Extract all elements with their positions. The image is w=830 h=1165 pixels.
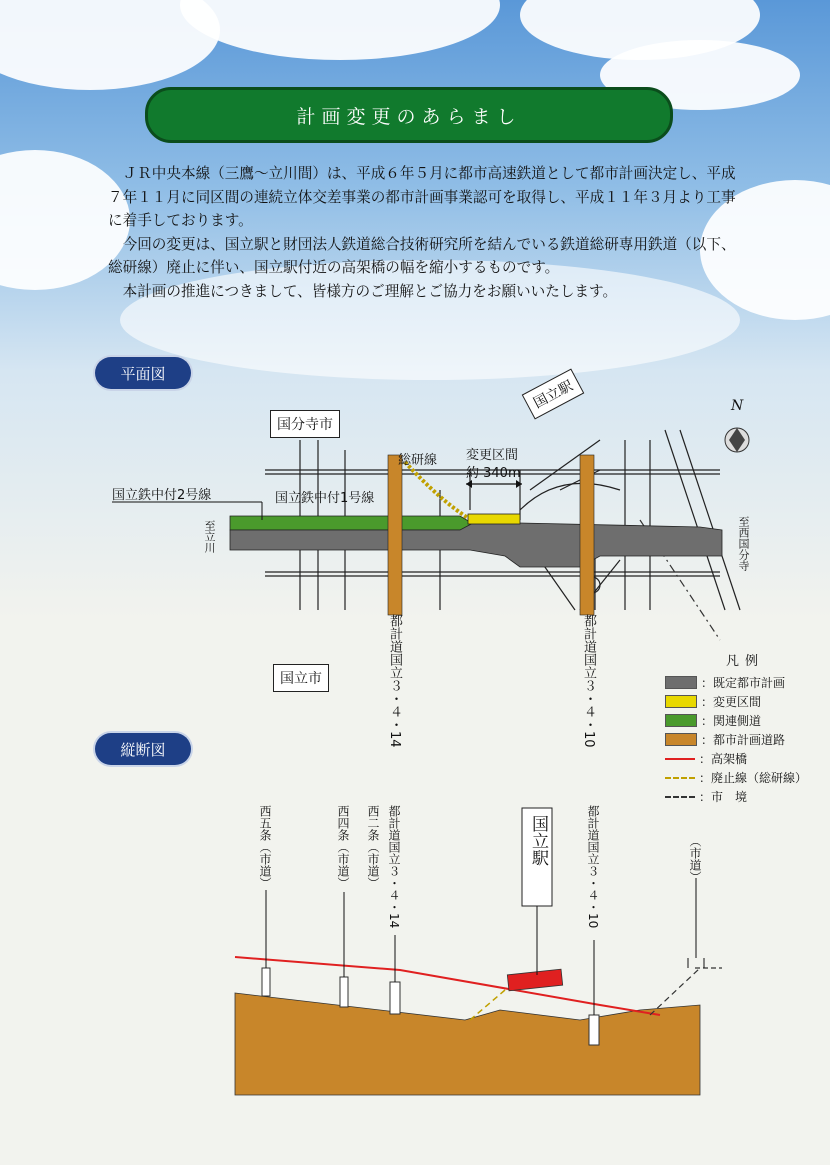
profile-station-label: 国立駅 (528, 815, 548, 866)
nishi2-label: 西二条（市道） (366, 805, 380, 889)
side-road-2-label: 国立鉄中付2号線 (112, 488, 212, 503)
to-tachikawa-label: 至立川 (203, 520, 216, 553)
ground-profile (235, 993, 700, 1095)
kunitachi-city-label: 国立市 (273, 664, 329, 692)
legend (665, 650, 825, 806)
change-section-area (468, 514, 520, 524)
station-block (507, 969, 562, 991)
side-road-1-label: 国立鉄中付1号線 (275, 491, 375, 506)
legend-item: ：廃止線（総研線） (665, 768, 825, 787)
plan-view-label: 平面図 (95, 357, 191, 389)
page-title: 計画変更のあらまし (145, 87, 673, 143)
change-section-label: 変更区間 (466, 448, 519, 463)
souken-line-label: 総研線 (398, 453, 438, 468)
legend-item: ：都市計画道路 (665, 730, 825, 749)
plan-road-3-4-10-label: 都計道国立３・４・10 (581, 614, 596, 748)
legend-item: ：変更区間 (665, 692, 825, 711)
intro-paragraph-3: 本計画の推進につきまして、皆様方のご理解とご協力をお願いいたします。 (122, 282, 618, 300)
intro-paragraph-2: 今回の変更は、国立駅と財団法人鉄道総合技術研究所を結んでいる鉄道総研専用鉄道（以下、総研線）廃止に伴い、国立駅付近の高架橋の幅を縮小するものです。 (108, 235, 736, 276)
plan-road-3-4-14-label: 都計道国立３・４・14 (387, 614, 402, 748)
related-side-road (230, 516, 470, 530)
profile-view-label: 縦断図 (95, 733, 191, 765)
intro-paragraph-1: ＪＲ中央本線（三鷹～立川間）は、平成６年５月に都市高速鉄道として都市計画決定し、平成７年１１月に同区間の連続立体交差事業の都市計画事業認可を取得し、平成１１年３月より工事に着手しております。 (108, 165, 736, 229)
legend-item: ：関連側道 (665, 711, 825, 730)
north-icon: N (731, 398, 744, 414)
shido-label: （市道） (688, 835, 702, 883)
legend-item: ：高架橋 (665, 749, 825, 768)
kokubunji-city-label: 国分寺市 (270, 410, 340, 438)
city-planning-road-3-4-14 (388, 455, 402, 615)
legend-title: 凡例 (725, 654, 764, 669)
kunitachi-station-label: 国立駅 (522, 368, 585, 419)
legend-item: ：既定都市計画 (665, 673, 825, 692)
nishi4-label: 西四条（市道） (336, 805, 350, 889)
nishi5-label: 西五条（市道） (258, 805, 272, 889)
to-nishikokubunji-label: 至西国分寺 (737, 516, 750, 571)
profile-road-3-4-14-label: 都計道国立３・４・14 (387, 805, 401, 929)
city-planning-road-3-4-10 (580, 455, 594, 615)
change-length-label: 約 340m (466, 466, 521, 481)
legend-item: ：市 境 (665, 787, 825, 806)
profile-road-3-4-10-label: 都計道国立３・４・10 (586, 805, 600, 929)
